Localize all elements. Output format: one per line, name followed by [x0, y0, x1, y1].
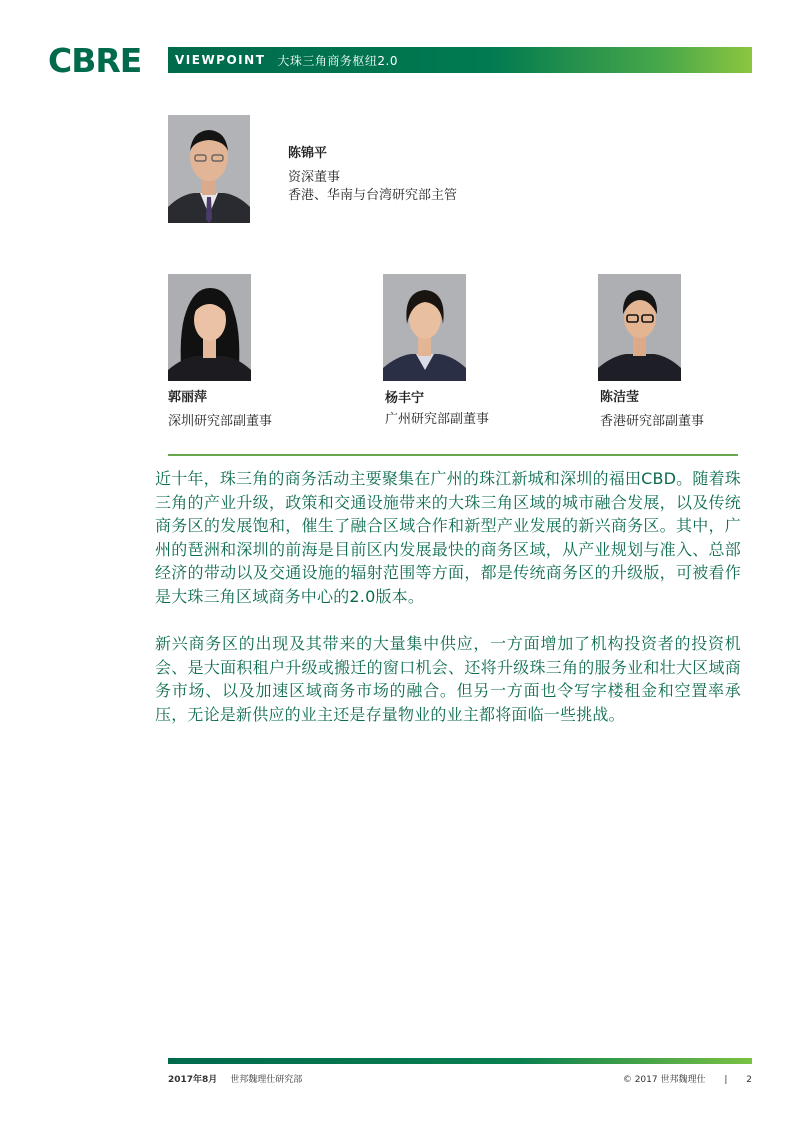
lead-portrait [168, 115, 250, 223]
team-title-1: 深圳研究部副董事 [168, 414, 273, 429]
team-portrait-1 [168, 274, 251, 381]
footer-right [623, 1072, 752, 1085]
section-divider [168, 454, 738, 456]
footer-left [168, 1072, 302, 1085]
page-number: 2 [746, 1075, 752, 1085]
team-portrait-2 [383, 274, 466, 381]
footer-copyright: © 2017 世邦魏理仕 [622, 1075, 706, 1085]
lead-name: 陈锦平 [288, 146, 328, 161]
body-paragraph-2: 新兴商务区的出现及其带来的大量集中供应，一方面增加了机构投资者的投资机会、是大面积租户升级或搬迁的窗口机会、还将升级珠三角的服务业和壮大区域商务市场、以及加速区域商务市场的融合。但另一方面也令写字楼租金和空置率承压，无论是新供应的业主还是存量物业的业主都将面临一些挑战。 [155, 634, 741, 724]
footer-dept: 世邦魏理仕研究部 [230, 1075, 303, 1085]
header-viewpoint: VIEWPOINT [175, 53, 266, 67]
footer-bar [168, 1058, 752, 1064]
header-bar [168, 47, 752, 73]
header-subtitle: 大珠三角商务枢纽2.0 [277, 53, 398, 68]
team-portrait-3 [598, 274, 681, 381]
cbre-logo: CBRE [48, 41, 142, 80]
team-title-3: 香港研究部副董事 [600, 414, 705, 429]
body-paragraph-1: 近十年，珠三角的商务活动主要聚集在广州的珠江新城和深圳的福田CBD。随着珠三角的产业升级，政策和交通设施带来的大珠三角区域的城市融合发展，以及传统商务区的发展饱和，催生了融合区域合作和新型产业发展的新兴商务区。其中，广州的琶洲和深圳的前海是目前区内发展最快的商务区域，从产业规划与准入、总部经济的带动以及交通设施的辐射范围等方面，都是传统商务区的升级版，可被看作是大珠三角区域商务中心的2.0版本。 [155, 469, 741, 606]
footer-date: 2017年8月 [168, 1075, 218, 1085]
team-name-1: 郭丽萍 [168, 390, 208, 405]
lead-title: 资深董事 [288, 170, 341, 185]
team-title-2: 广州研究部副董事 [385, 412, 490, 427]
lead-role: 香港、华南与台湾研究部主管 [288, 188, 458, 203]
team-name-3: 陈洁莹 [600, 390, 640, 405]
footer-separator: | [724, 1075, 728, 1085]
team-name-2: 杨丰宁 [385, 391, 425, 406]
